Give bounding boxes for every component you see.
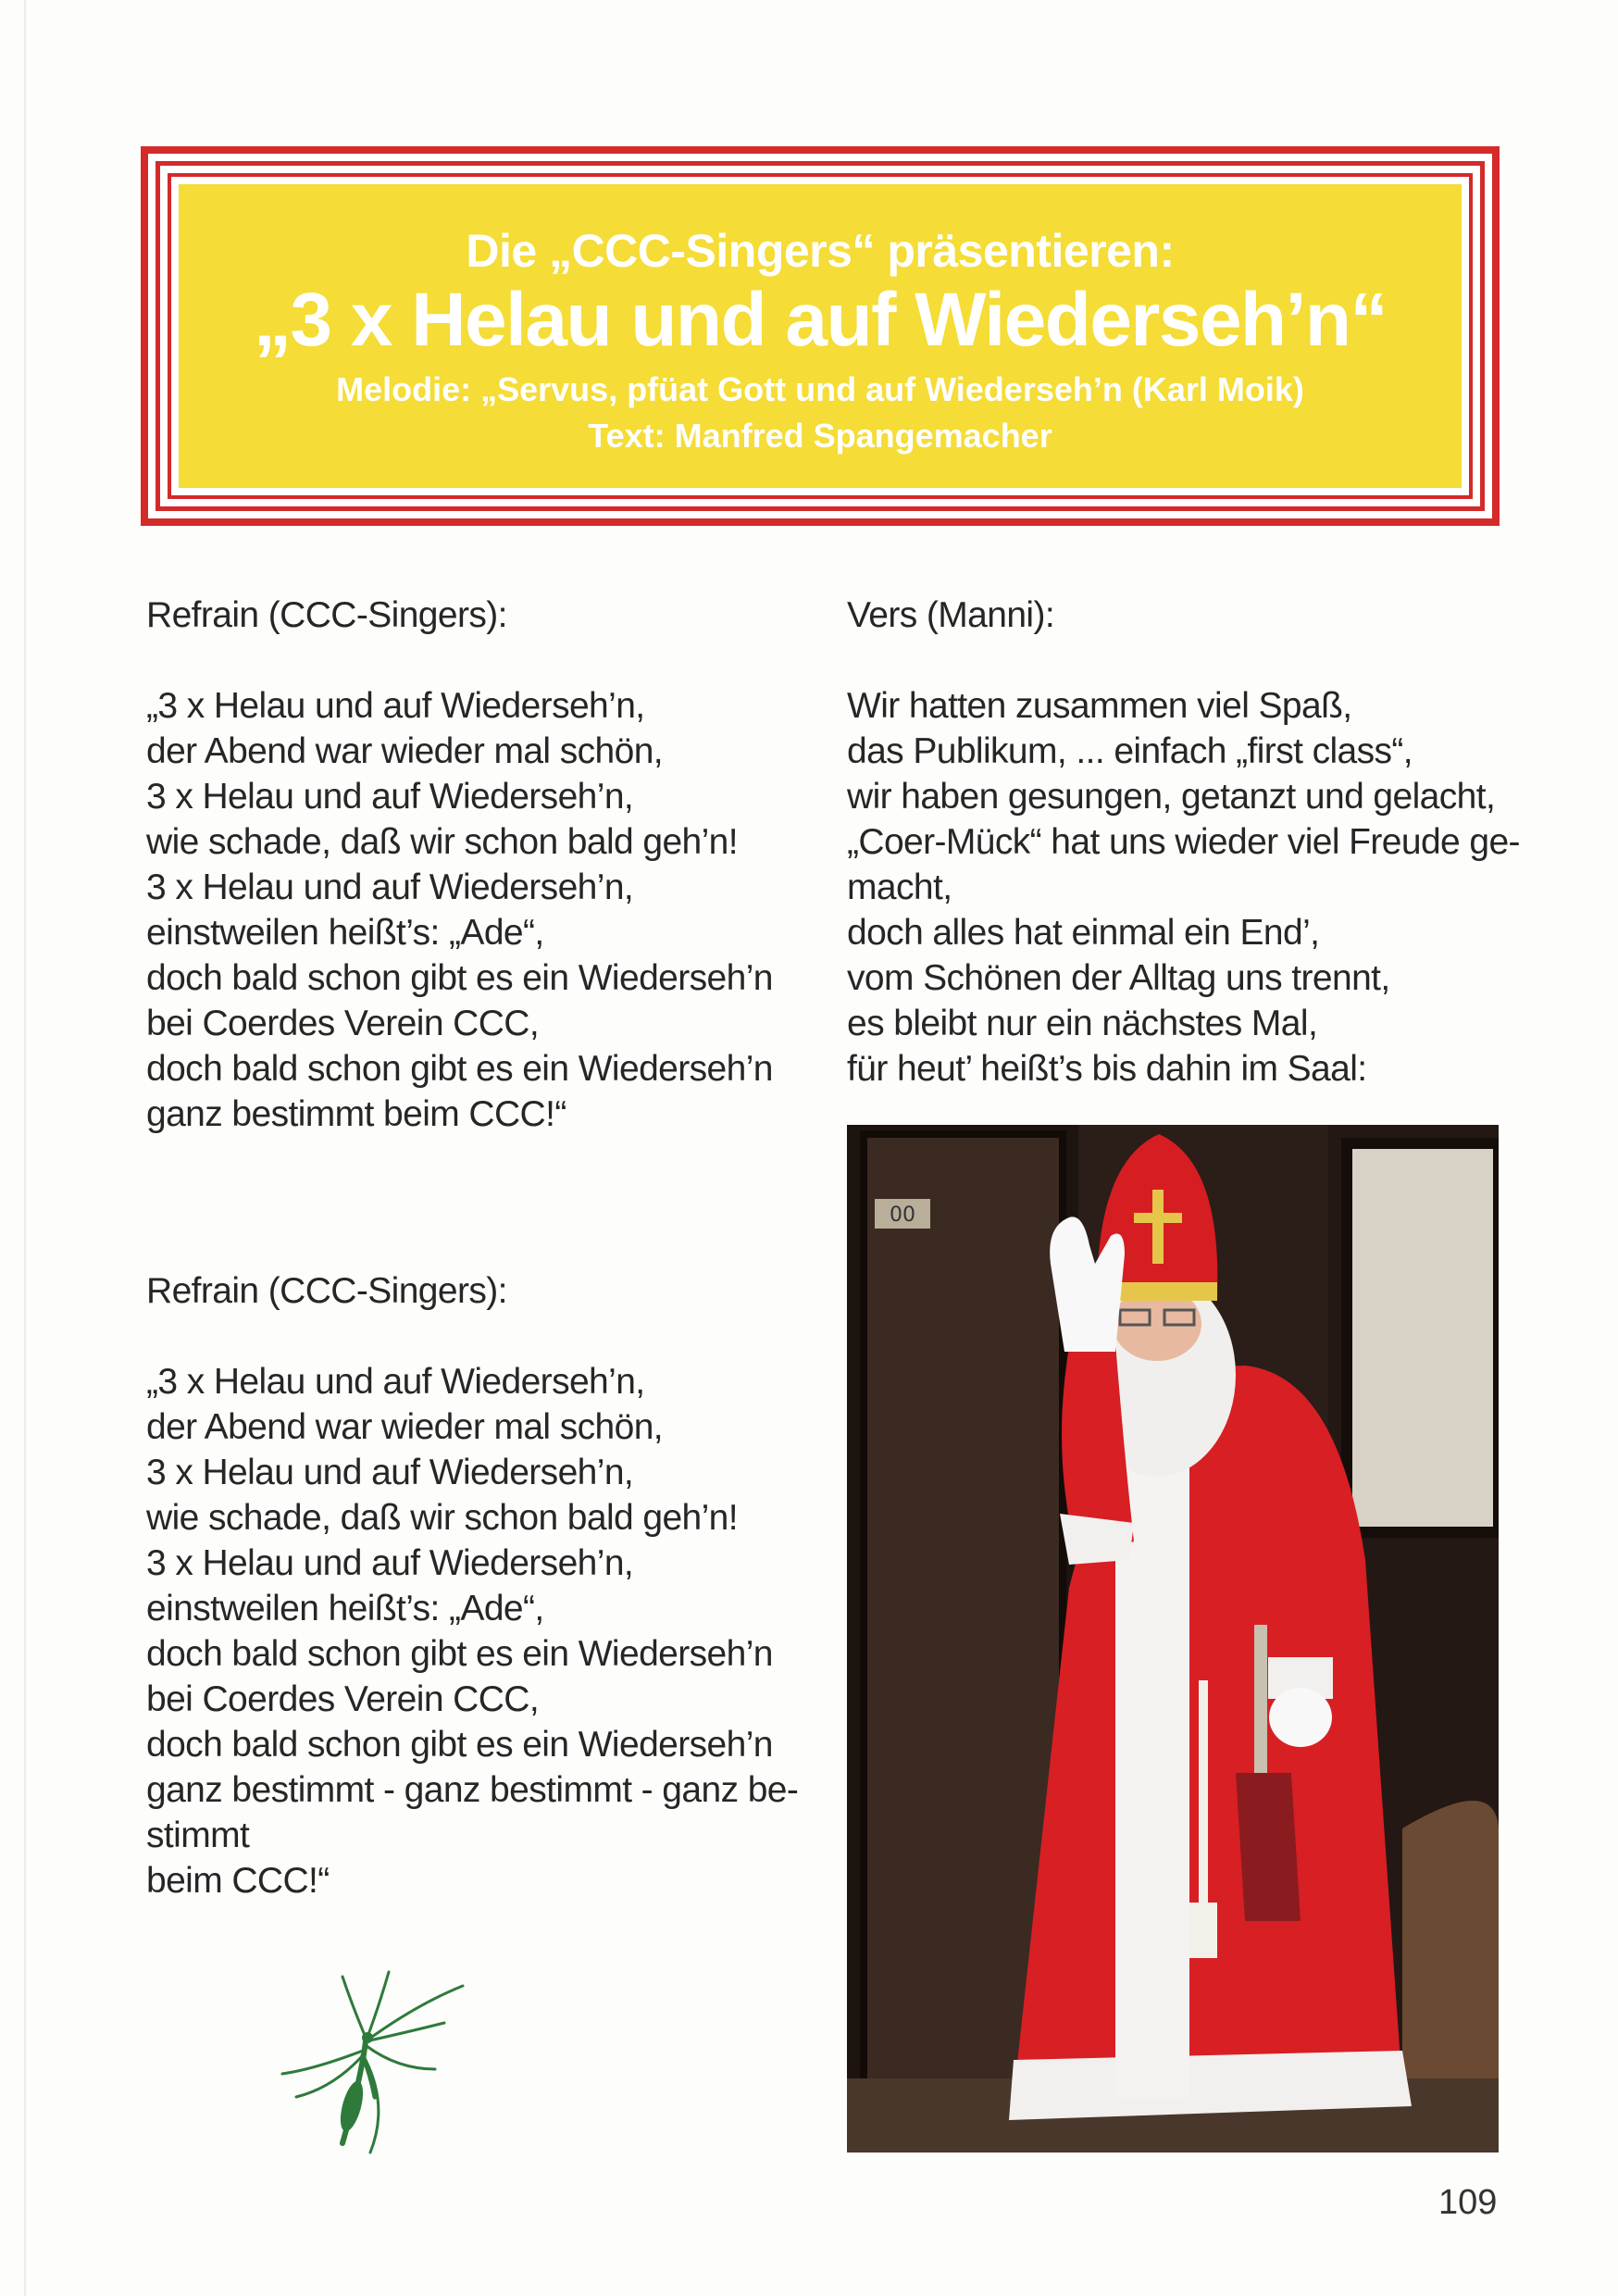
- lyric-line: Wir hatten zusammen viel Spaß,: [847, 686, 1352, 726]
- scan-edge: [24, 0, 26, 2296]
- lyric-line: ganz bestimmt beim CCC!“: [146, 1094, 566, 1134]
- lyric-line: „Coer-Mück“ hat uns wieder viel Freude ge-: [847, 822, 1520, 862]
- lyric-line: bei Coerdes Verein CCC,: [146, 1004, 540, 1043]
- song-title: „3 x Helau und auf Wiederseh’n“: [253, 277, 1388, 362]
- lyric-line: doch bald schon gibt es ein Wiederseh’n: [146, 1049, 773, 1089]
- lyric-line: wie schade, daß wir schon bald geh’n!: [146, 822, 739, 862]
- lyric-line: für heut’ heißt’s bis dahin im Saal:: [847, 1049, 1367, 1089]
- refrain-2-heading: Refrain (CCC-Singers):: [146, 1271, 507, 1311]
- refrain-1: [146, 593, 813, 1137]
- lyric-line: bei Coerdes Verein CCC,: [146, 1679, 540, 1719]
- verse: [847, 593, 1520, 1092]
- lyric-line: „3 x Helau und auf Wiederseh’n,: [146, 1362, 645, 1402]
- refrain-1-heading: Refrain (CCC-Singers):: [146, 595, 507, 635]
- title-banner: [141, 146, 1500, 526]
- lyric-line: 3 x Helau und auf Wiederseh’n,: [146, 1453, 634, 1492]
- lyric-line: 3 x Helau und auf Wiederseh’n,: [146, 1543, 634, 1583]
- door-sign-number: 00: [890, 1204, 915, 1227]
- verse-lines: [847, 683, 1520, 1092]
- banner-border-inner: [168, 173, 1473, 499]
- refrain-2: [146, 1268, 813, 1903]
- santa-photo: [847, 1125, 1499, 2152]
- lyric-line: wir haben gesungen, getanzt und gelacht,: [847, 777, 1496, 817]
- lyric-line: 3 x Helau und auf Wiederseh’n,: [146, 867, 634, 907]
- text-credit: Text: Manfred Spangemacher: [588, 417, 1052, 455]
- lyric-line: einstweilen heißt’s: „Ade“,: [146, 913, 544, 953]
- banner-panel: [179, 184, 1462, 488]
- lyric-line: macht,: [847, 867, 952, 907]
- lyric-line: vom Schönen der Alltag uns trennt,: [847, 958, 1390, 998]
- melody-credit: Melodie: „Servus, pfüat Gott und auf Wiederseh’n (Karl Moik): [336, 370, 1304, 409]
- lyric-line: doch bald schon gibt es ein Wiederseh’n: [146, 958, 773, 998]
- lyric-line: beim CCC!“: [146, 1861, 330, 1901]
- lyric-line: wie schade, daß wir schon bald geh’n!: [146, 1498, 739, 1538]
- lyric-line: „3 x Helau und auf Wiederseh’n,: [146, 686, 645, 726]
- lyric-line: stimmt: [146, 1816, 250, 1855]
- lyric-line: doch bald schon gibt es ein Wiederseh’n: [146, 1725, 773, 1765]
- refrain-1-lines: [146, 683, 813, 1137]
- refrain-2-lines: [146, 1359, 813, 1903]
- lyric-line: einstweilen heißt’s: „Ade“,: [146, 1589, 544, 1628]
- lyric-line: es bleibt nur ein nächstes Mal,: [847, 1004, 1318, 1043]
- banner-border: [156, 161, 1485, 511]
- lyric-line: 3 x Helau und auf Wiederseh’n,: [146, 777, 634, 817]
- santa-illustration: [847, 1125, 1499, 2152]
- banner-presenter-line: Die „CCC-Singers“ präsentieren:: [466, 224, 1175, 277]
- lyric-line: doch bald schon gibt es ein Wiederseh’n: [146, 1634, 773, 1674]
- lyric-line: der Abend war wieder mal schön,: [146, 1407, 664, 1447]
- mosquito-logo: [278, 1967, 481, 2162]
- lyric-line: das Publikum, ... einfach „first class“,: [847, 731, 1413, 771]
- lyric-line: der Abend war wieder mal schön,: [146, 731, 664, 771]
- verse-heading: Vers (Manni):: [847, 595, 1055, 635]
- lyric-line: ganz bestimmt - ganz bestimmt - ganz be-: [146, 1770, 799, 1810]
- page-number: 109: [1438, 2183, 1498, 2222]
- lyric-line: doch alles hat einmal ein End’,: [847, 913, 1320, 953]
